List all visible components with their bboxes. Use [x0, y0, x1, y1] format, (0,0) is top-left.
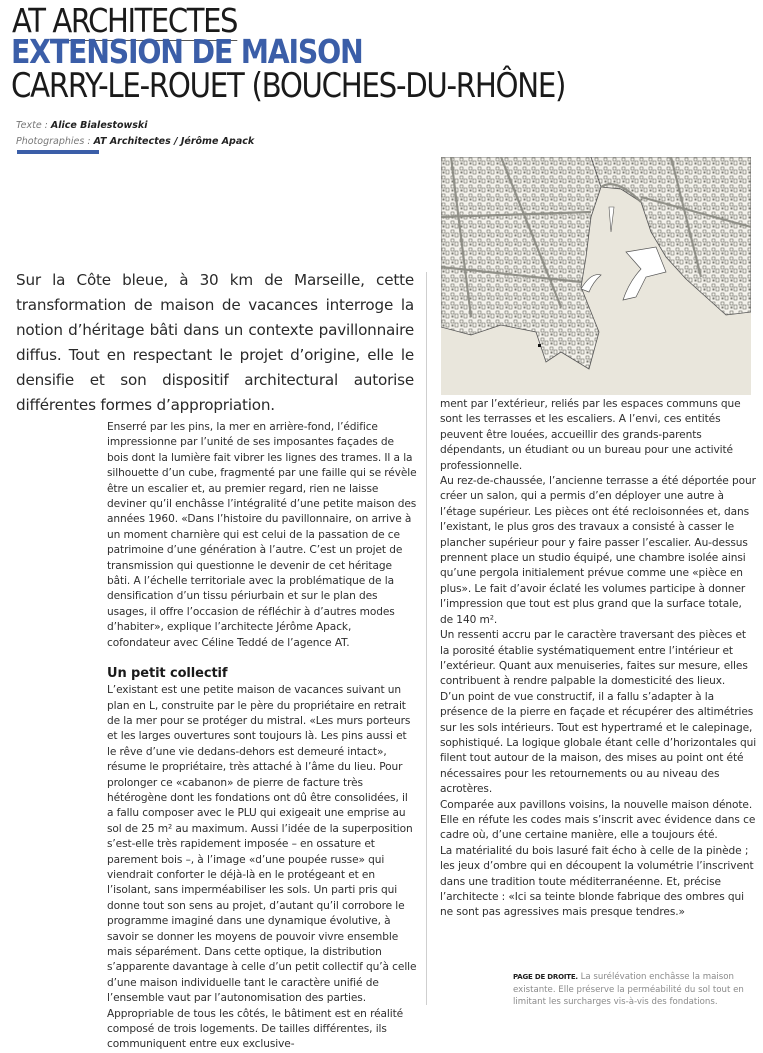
column-divider	[426, 272, 427, 1005]
article-left-column	[107, 420, 417, 1053]
text-credit	[16, 118, 254, 134]
firm-name-underlined: ARCHITECTES	[52, 1, 238, 40]
right-paragraph-1: ment par l’extérieur, reliés par les espaces communs que sont les terrasses et les escaliers. A l’envi, ces entités peuvent être louées, accueillir des grands-parents dépendants, un étudiant ou un bureau pour une activité professionnelle.	[440, 398, 741, 472]
photo-caption	[513, 971, 763, 1009]
right-paragraph-6: La matérialité du bois lasuré fait écho à celle de la pinède ; les jeux d’ombre qui en découpent la volumétrie l’inscrivent dans une tradition toute méditerranéenne. Et, précise l’architecte : «Ici sa teinte blonde fabrique des ombres qui ne sont pas agressives mais presque tendres.»	[440, 844, 754, 919]
right-paragraph-3: Un ressenti accru par le caractère traversant des pièces et la porosité établie systématiquement entre l’intérieur et l’extérieur. Quant aux menuiseries, faites sur mesure, elles contribuent à rendre palpable la domesticité des lieux.	[440, 629, 748, 688]
right-paragraph-2: Au rez-de-chaussée, l’ancienne terrasse a été déportée pour créer un salon, qui a permis d’en déployer une autre à l’étage supérieur. Les pièces ont été recloisonnées et, dans l’existant, le plus gros des travaux a consisté à casser le plancher supérieur pour y faire passer l’escalier. Au-dessus prennent place un studio équipé, une chambre isolée ainsi qu’une pergola initialement prévue comme une «pièce en plus». Le fait d’avoir éclaté les volumes participe à donner l’impression que tout est plus grand que la surface totale, de 140 m².	[440, 475, 756, 626]
right-paragraph-4: D’un point de vue constructif, il a fallu s’adapter à la présence de la pierre en façade et récupérer des altimétries sur les sols intérieurs. Tout est hypertramé et le calepinage, sophistiqué. La logique globale étant celle d’horizontales qui filent tout autour de la maison, des mises au point ont été nécessaires pour les retournements ou au niveau des acrotères.	[440, 690, 757, 796]
section-subhead: Un petit collectif	[107, 666, 228, 682]
photo-credit	[16, 134, 254, 150]
firm-prefix: AT	[12, 1, 53, 40]
text-credit-author: Alice Bialestowski	[50, 120, 148, 131]
photo-credit-label: Photographies :	[16, 136, 94, 147]
site-map-image	[441, 157, 751, 395]
map-illustration	[441, 157, 751, 395]
caption-label: PAGE DE DROITE.	[513, 973, 578, 981]
accent-bar	[17, 150, 99, 154]
credits	[16, 118, 254, 150]
article-right-column	[440, 397, 758, 921]
text-credit-label: Texte :	[16, 120, 51, 131]
section-paragraph: L’existant est une petite maison de vacances suivant un plan en L, construite par le père du propriétaire en retrait de la mer pour se protéger du mistral. «Les murs porteurs et les larges ouvertures sont toujours là. Les pins aussi et le rêve d’une vie dedans-dehors est demeuré intact», résume le propriétaire, très attaché à l’âme du lieu. Pour prolonger ce «cabanon» de pierre de facture très hétérogène dont les fondations ont dû être consolidées, il a fallu composer avec le PLU qui exigeait une emprise au sol de 25 m² au maximum. Aussi l’idée de la superposition s’est-elle très rapidement imposée – en ossature et parement bois –, à l’image «d’une poupée russe» qui viendrait conforter le déjà-là en le protégeant et en l’isolant, sans imperméabiliser les sols. Un parti pris qui donne tout son sens au projet, d’autant qu’il corrobore le programme imaginé dans une dynamique évolutive, à savoir se donner les moyens de pouvoir vivre ensemble mais séparément. Dans cette optique, la distribution s’apparente davantage à celle d’un petit collectif qu’à celle d’une maison individuelle tant le caractère unifié de l’ensemble vaut par l’autonomisation des parties. Appropriable de tous les côtés, le bâtiment est en réalité composé de trois logements. De tailles différentes, ils communiquent entre eux exclusive-	[107, 684, 417, 1051]
lead-paragraph: Sur la Côte bleue, à 30 km de Marseille, cette transformation de maison de vacances interroge la notion d’héritage bâti dans un contexte pavillonnaire diffus. Tout en respectant le projet d’origine, elle le densifie et son dispositif architectural autorise différentes formes d’appropriation.	[16, 271, 414, 414]
right-paragraph-5: Comparée aux pavillons voisins, la nouvelle maison dénote. Elle en réfute les codes mais s’inscrit avec évidence dans ce cadre où, d’une certaine manière, elle a toujours été.	[440, 798, 756, 842]
photo-credit-authors: AT Architectes / Jérôme Apack	[93, 136, 255, 147]
site-marker	[538, 344, 541, 347]
project-type-heading: EXTENSION DE MAISON	[11, 32, 363, 71]
caption-text: La surélévation enchâsse la maison existante. Elle préserve la perméabilité du sol tout en limitant les surcharges vis-à-vis des fondations.	[513, 972, 744, 1007]
article-intro-paragraph: Enserré par les pins, la mer en arrière-fond, l’édifice impressionne par l’unité de ses imposantes façades de bois dont la lumière fait vibrer les lignes des trames. Il a la silhouette d’un cube, fragmenté par une faille qui se révèle être un escalier et, au premier regard, rien ne laisse deviner qu’il enchâsse l’intégralité d’une petite maison des années 1960. «Dans l’histoire du pavillonnaire, on arrive à un moment charnière qui est celui de la passation de ce patrimoine d’une génération à l’autre. C’est un projet de transmission qui questionne le devenir de cet héritage bâti. A l’échelle territoriale avec la problématique de la densification d’un tissu périurbain et sur le plan des usages, il offre l’occasion de réfléchir à d’autres modes d’habiter», explique l’architecte Jérôme Apack, cofondateur avec Céline Teddé de l’agence AT.	[107, 421, 417, 649]
location-heading: CARRY-LE-ROUET (BOUCHES-DU-RHÔNE)	[11, 66, 566, 106]
